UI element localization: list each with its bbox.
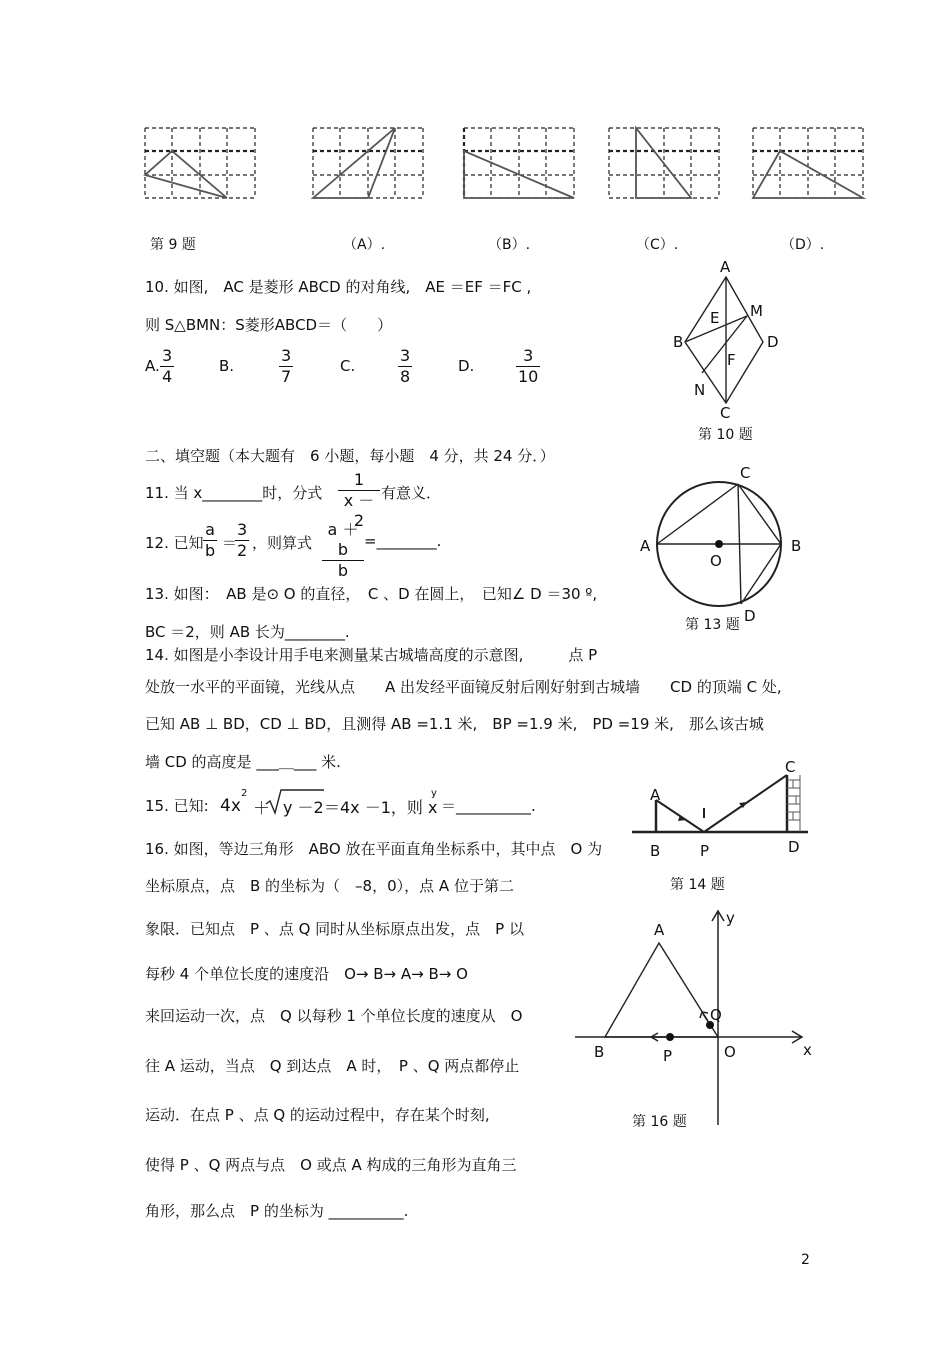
q13-line1: 13. 如图： AB 是⊙ O 的直径， C 、D 在圆上， 已知∠ D ＝30 º, bbox=[145, 585, 598, 603]
q16-line3: 象限．已知点 P 、点 Q 同时从坐标原点出发，点 P 以 bbox=[145, 920, 524, 938]
q9-figure-option-d bbox=[753, 128, 865, 200]
q16-line5: 来回运动一次，点 Q 以每秒 1 个单位长度的速度从 O bbox=[145, 1007, 523, 1025]
q10-line2: 则 S△BMN：S菱形ABCD＝（ ） bbox=[145, 316, 393, 334]
q16-point-o: O bbox=[724, 1043, 736, 1061]
q14-point-p: P bbox=[700, 842, 710, 860]
q15-prefix: 15. 已知: bbox=[145, 797, 209, 815]
q13-caption: 第 13 题 bbox=[685, 617, 740, 633]
q14-line3: 已知 AB ⊥ BD，CD ⊥ BD，且测得 AB =1.1 米, BP =1.9 米, PD =19 米, 那么该古城 bbox=[145, 715, 764, 733]
q10-option-b-fraction: $\frac{3}{7}$ bbox=[281, 346, 292, 386]
q15-plus: ＋ bbox=[253, 799, 270, 819]
q16-point-a: A bbox=[654, 921, 665, 939]
q9-option-d: （D）. bbox=[781, 237, 825, 253]
q9-option-a: （A）. bbox=[343, 237, 386, 253]
q9-triangle bbox=[145, 151, 227, 198]
q16-line4: 每秒 4 个单位长度的速度沿 O→ B→ A→ B→ O bbox=[145, 965, 468, 983]
q10-caption: 第 10 题 bbox=[698, 427, 753, 443]
q12-prefix: 12. 已知 bbox=[145, 534, 204, 552]
q9-triangle-a bbox=[313, 128, 395, 198]
q10-point-c: C bbox=[720, 404, 731, 422]
q16-axis-x: x bbox=[803, 1041, 812, 1059]
page-number: 2 bbox=[801, 1252, 810, 1268]
q16-line8: 使得 P 、Q 两点与点 O 或点 A 构成的三角形为直角三 bbox=[145, 1156, 517, 1174]
q10-option-d-fraction: $\frac{3}{10}$ bbox=[518, 346, 539, 386]
q10-option-d-label: D. bbox=[458, 357, 475, 375]
q13-point-o: O bbox=[710, 552, 722, 570]
q12-ratio-a-b: $\frac{a}{b}$ bbox=[205, 520, 216, 560]
q16-line1: 16. 如图，等边三角形 ABO 放在平面直角坐标系中，其中点 O 为 bbox=[145, 840, 603, 858]
q16-line2: 坐标原点，点 B 的坐标为（ –8，0），点 A 位于第二 bbox=[145, 877, 514, 895]
q12-answer-blank: =________. bbox=[364, 532, 442, 550]
q15-exponent-y: y bbox=[431, 788, 437, 799]
q12-ratio-3-2: $\frac{3}{2}$ bbox=[237, 520, 248, 560]
q9-figure-option-c bbox=[609, 128, 721, 200]
q16-point-q: Q bbox=[710, 1006, 722, 1024]
q10-line1: 10. 如图, AC 是菱形 ABCD 的对角线, AE ＝EF ＝FC , bbox=[145, 278, 532, 296]
q9-figure-option-b bbox=[464, 128, 576, 200]
section-2-heading: 二、填空题（本大题有 6 小题，每小题 4 分，共 24 分．） bbox=[145, 447, 555, 465]
q16-coordinate-figure bbox=[570, 905, 820, 1130]
q9-option-c: （C）. bbox=[636, 237, 679, 253]
q14-point-a: A bbox=[650, 786, 661, 804]
q12-middle: ，则算式 bbox=[252, 534, 313, 552]
q10-point-a: A bbox=[720, 258, 731, 276]
q13-point-c: C bbox=[740, 464, 751, 482]
q10-option-b-label: B. bbox=[219, 357, 235, 375]
q10-point-d: D bbox=[767, 333, 779, 351]
q9-option-b: （B）. bbox=[488, 237, 531, 253]
q14-point-d: D bbox=[788, 838, 800, 856]
q16-caption: 第 16 题 bbox=[632, 1114, 687, 1130]
q15-term-4x: 4x bbox=[220, 796, 241, 816]
q13-line2: BC ＝2，则 AB 长为________. bbox=[145, 623, 350, 641]
q9-caption: 第 9 题 bbox=[150, 237, 196, 253]
q11-text: 11. 当 x________时，分式 bbox=[145, 484, 323, 502]
q13-point-d: D bbox=[744, 607, 756, 625]
q10-point-e: E bbox=[710, 309, 720, 327]
q11-suffix: 有意义． bbox=[381, 484, 442, 502]
q13-point-b: B bbox=[791, 537, 802, 555]
q15-radicand: y －2 bbox=[283, 798, 324, 817]
q10-option-a-fraction: $\frac{3}{4}$ bbox=[162, 346, 173, 386]
q10-option-c-fraction: $\frac{3}{8}$ bbox=[400, 346, 411, 386]
q15-exponent-2: 2 bbox=[241, 788, 248, 799]
q16-line7: 运动．在点 P 、点 Q 的运动过程中，存在某个时刻, bbox=[145, 1106, 490, 1124]
q10-point-m: M bbox=[750, 302, 763, 320]
q16-point-b: B bbox=[594, 1043, 605, 1061]
q15-answer-blank: ＝__________. bbox=[441, 797, 536, 815]
q16-axis-y: y bbox=[726, 909, 735, 927]
q14-line4: 墙 CD 的高度是 ___＿___ 米. bbox=[145, 753, 341, 771]
q16-line9: 角形，那么点 P 的坐标为 __________. bbox=[145, 1202, 409, 1220]
q10-option-c-label: C. bbox=[340, 357, 356, 375]
q9-figure-option-a bbox=[313, 128, 425, 200]
q15-rest: ＝4x －1，则 x bbox=[324, 798, 438, 817]
q14-caption: 第 14 题 bbox=[670, 877, 725, 893]
q14-line2: 处放一水平的平面镜，光线从点 A 出发经平面镜反射后刚好射到古城墙 CD 的顶端 C 处, bbox=[145, 678, 782, 696]
q14-wall-figure bbox=[630, 760, 810, 860]
q14-point-b: B bbox=[650, 842, 661, 860]
q14-point-c: C bbox=[785, 758, 796, 776]
q10-point-f: F bbox=[727, 351, 736, 369]
q13-point-a: A bbox=[640, 537, 651, 555]
q12-equals: ＝ bbox=[222, 534, 238, 552]
q11-fraction: $\frac{1}{x -2}$ bbox=[338, 470, 380, 531]
q10-point-n: N bbox=[694, 381, 706, 399]
q10-option-a-label: A. bbox=[145, 357, 160, 375]
q10-rhombus-figure bbox=[660, 255, 790, 425]
q14-line1: 14. 如图是小李设计用手电来测量某古城墙高度的示意图, 点 P bbox=[145, 646, 598, 664]
q16-line6: 往 A 运动，当点 Q 到达点 A 时， P 、Q 两点都停止 bbox=[145, 1057, 520, 1075]
q12-expression: $\frac{a +b}{b}$ bbox=[322, 520, 364, 581]
q10-point-b: B bbox=[673, 333, 684, 351]
q9-figure-main bbox=[145, 128, 257, 200]
q16-point-p: P bbox=[663, 1047, 673, 1065]
